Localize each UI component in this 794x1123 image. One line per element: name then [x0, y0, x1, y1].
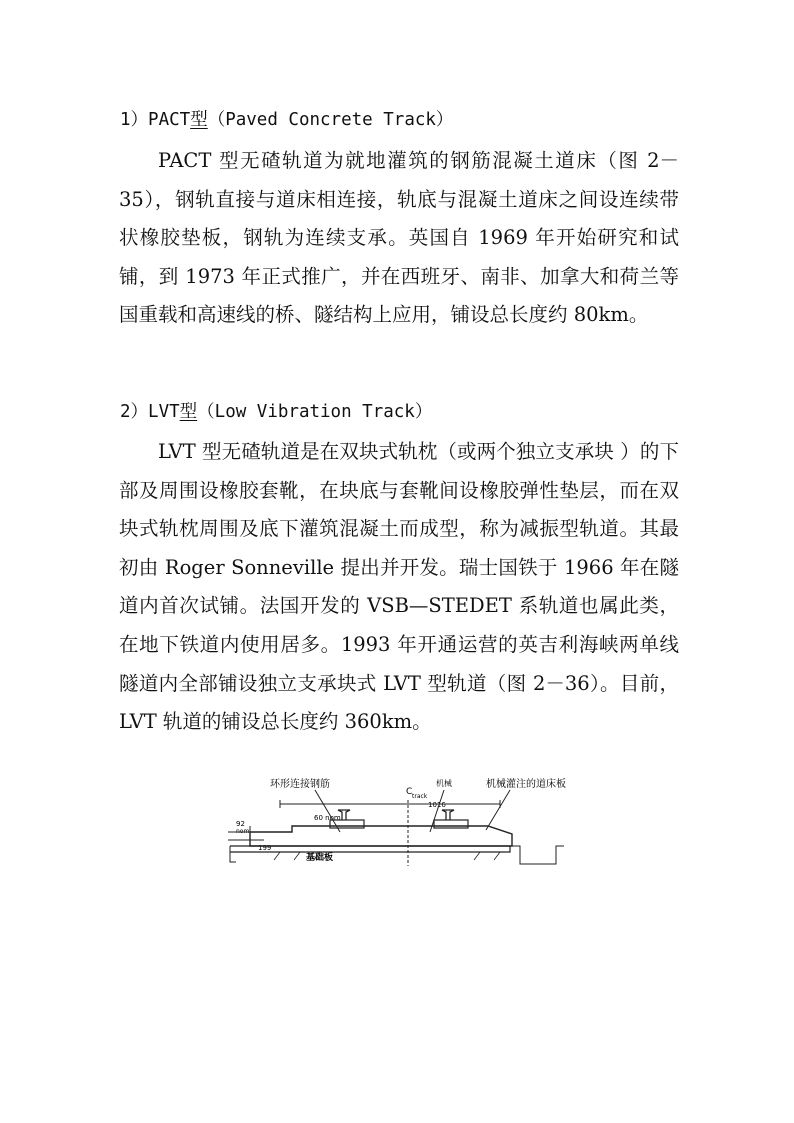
section-1-heading: [120, 106, 453, 131]
slab-label: 机械灌注的道床板: [486, 779, 566, 790]
dim-92: 92: [236, 820, 245, 828]
base-slab-label: 基础板: [306, 853, 334, 863]
dim-60-nom: 60 nom: [314, 814, 341, 822]
heading-type: 型: [190, 110, 208, 130]
heading-code: PACT: [148, 110, 191, 130]
dim-199: 199: [258, 844, 272, 852]
centerline-track-label: track: [412, 793, 428, 800]
section-2-paragraph: LVT 型无碴轨道是在双块式轨枕（或两个独立支承块 ）的下部及周围设橡胶套靴，在块底与套靴间设橡胶弹性垫层，而在双块式轨枕周围及底下灌筑混凝土而成型，称为减振型轨道。其最初由 Roger Sonneville 提出并开发。瑞士国铁于 1966 年在隧道内首次试铺。法国开发的 VSB—STEDET 系轨道也属此类，在地下铁道内使用居多。1993 年开通运营的英吉利海峡两单线隧道内全部铺设独立支承块式 LVT 型轨道（图 2－36）。目前，LVT 轨道的铺设总长度约 360km。: [119, 440, 679, 734]
track-cross-section-figure: [220, 770, 600, 880]
heading-type: 型: [179, 402, 198, 422]
heading-number: 2）: [120, 402, 149, 422]
section-1-paragraph: PACT 型无碴轨道为就地灌筑的钢筋混凝土道床（图 2－35），钢轨直接与道床相连接，轨底与混凝土道床之间设连续带状橡胶垫板，钢轨为连续支承。英国自 1969 年开始研究和试铺，到 1973 年正式推广，并在西班牙、南非、加拿大和荷兰等国重载和高速线的桥、隧结构上应用，铺设总长度约 80km。: [119, 149, 679, 327]
heading-english: （Low Vibration Track）: [197, 402, 433, 422]
dim-nom: nom: [236, 828, 250, 835]
machine-label: 机械: [436, 779, 452, 788]
section-2-heading: [120, 398, 432, 423]
heading-english: （Paved Concrete Track）: [207, 110, 454, 130]
heading-code: LVT: [148, 402, 180, 422]
dim-1016: 1016: [428, 801, 446, 809]
rebar-label: 环形连接钢筋: [270, 779, 330, 790]
centerline-symbol: C: [406, 787, 413, 797]
heading-number: 1）: [120, 110, 149, 130]
